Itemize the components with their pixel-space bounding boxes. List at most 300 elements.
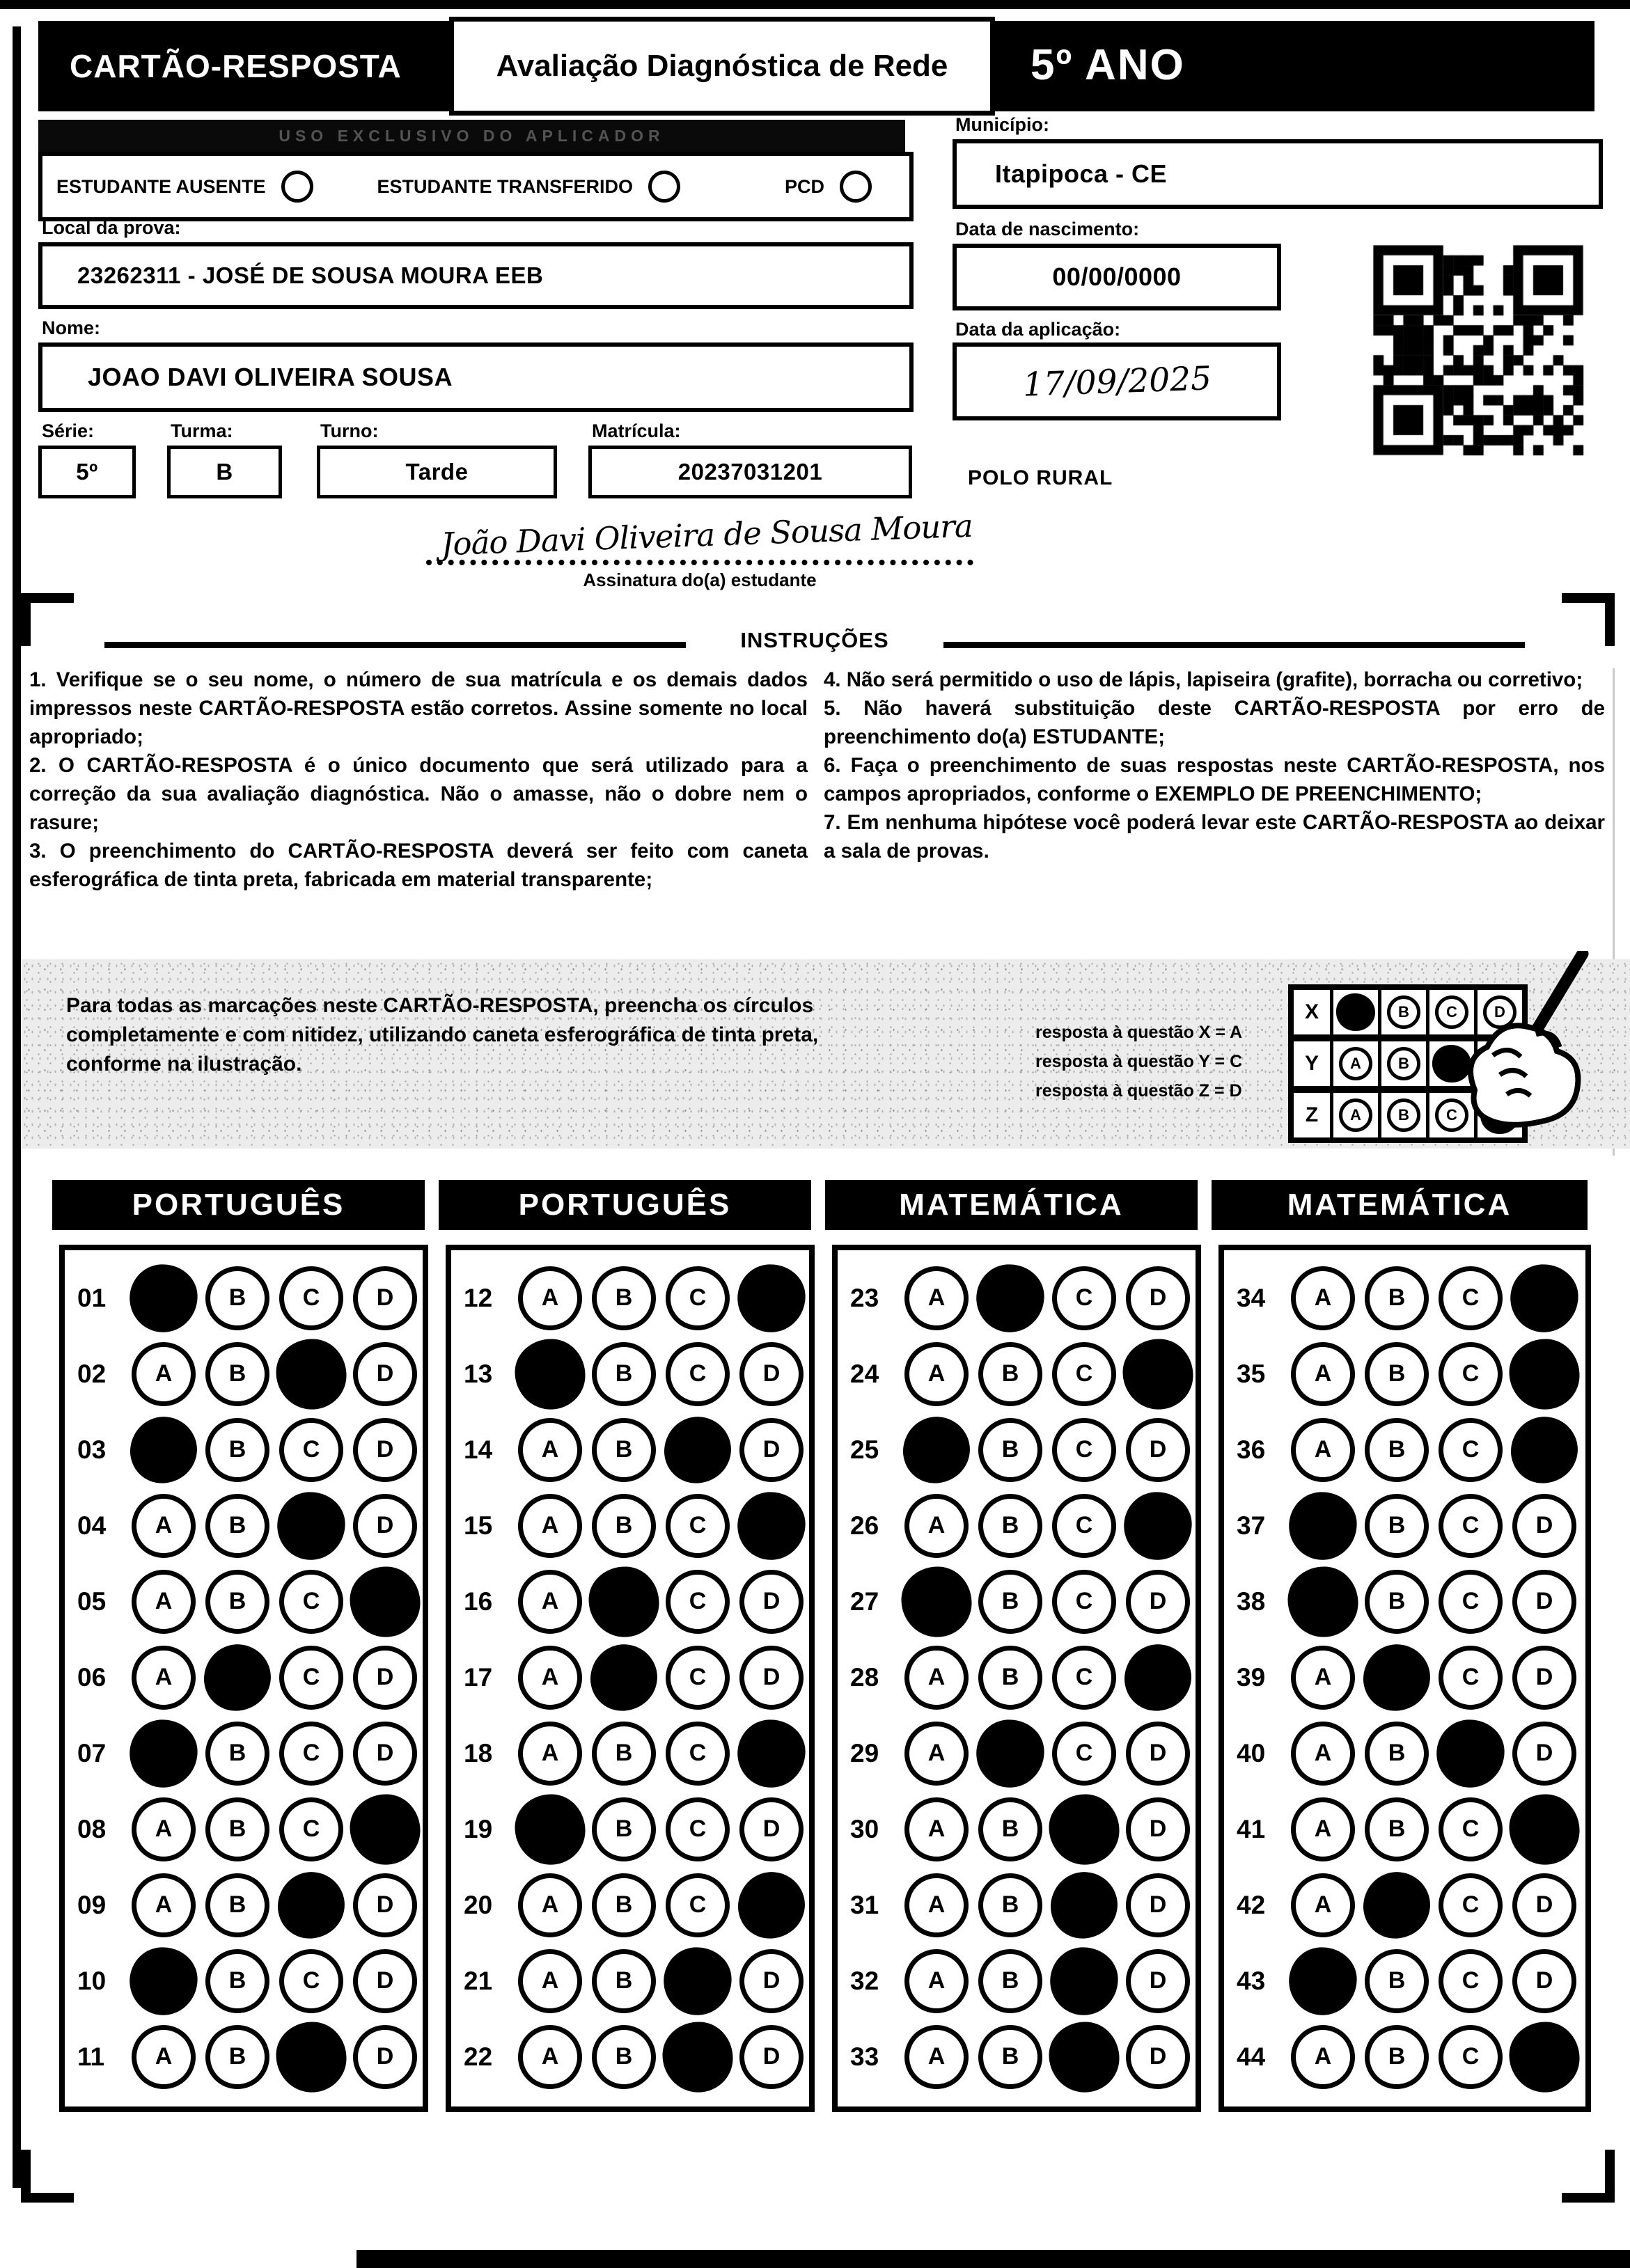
aplicacao-handwritten-value: 17/09/2025	[1021, 359, 1212, 404]
bubble-option-d	[1508, 1414, 1581, 1486]
turma-box	[167, 446, 282, 498]
bubble-option-c: C	[279, 1266, 343, 1330]
bubble-option-b: B	[205, 1797, 269, 1861]
instruction-item: 6. Faça o preenchimento de suas respostas neste CARTÃO-RESPOSTA, nos campos apropriados, conforme o EXEMPLO DE PREENCHIMENTO;	[824, 754, 1605, 805]
municipio-value: Itapipoca - CE	[995, 159, 1168, 188]
bubble-option-b: B	[978, 2025, 1042, 2089]
bubble-option-a: A	[904, 1494, 969, 1558]
bubble-option-d: D	[1512, 1949, 1576, 2013]
bubble-option-d: D	[353, 1646, 417, 1710]
question-number: 03	[77, 1435, 107, 1464]
bubble-option-a	[900, 1414, 973, 1486]
answer-row	[1224, 1336, 1585, 1412]
bubble-option-d: D	[739, 1342, 804, 1406]
answer-row	[1224, 2019, 1585, 2095]
bubble-option-d: D	[1126, 1949, 1190, 2013]
answer-row	[65, 1791, 423, 1867]
bubble-option-a: A	[132, 1570, 196, 1634]
bubble-option-c	[1049, 1945, 1120, 2016]
question-number: 31	[850, 1890, 879, 1919]
question-number: 23	[850, 1283, 879, 1312]
question-number: 29	[850, 1738, 879, 1767]
page-left-rule	[13, 26, 21, 2188]
aplicacao-label: Data da aplicação:	[955, 319, 1121, 340]
bubble-option-a: A	[1291, 1342, 1355, 1406]
bubble-option-a	[1287, 1490, 1358, 1561]
bubble-option-b: B	[205, 1266, 269, 1330]
bubble-option-b: B	[205, 1570, 269, 1634]
bubble-option-d: D	[1126, 1797, 1190, 1861]
question-number: 13	[464, 1359, 493, 1388]
bubble-option-b: B	[1365, 1722, 1429, 1786]
instruction-item: 2. O CARTÃO-RESPOSTA é o único documento que será utilizado para a correção da sua avaliação diagnóstica. Não o amasse, não o dobre nem o rasure;	[29, 754, 808, 834]
status-item-ausente	[56, 171, 313, 203]
question-number: 12	[464, 1283, 493, 1312]
bubble-option-b: B	[205, 1418, 269, 1482]
answer-row	[1224, 1943, 1585, 2019]
bubble-option-a: A	[1291, 1418, 1355, 1482]
bubble-option-a: A	[1291, 2025, 1355, 2089]
example-legend	[1035, 1018, 1242, 1105]
matricula-box	[588, 446, 912, 498]
answer-row	[451, 1943, 809, 2019]
bubble-option-a: A	[132, 2025, 196, 2089]
bubble-option-d: D	[1126, 1722, 1190, 1786]
example-row-label: Z	[1294, 1093, 1333, 1137]
bubble-option-c: C	[666, 1342, 730, 1406]
bubble-option-c: C	[666, 1266, 730, 1330]
example-bubble-option-a: A	[1339, 1098, 1372, 1132]
answer-row	[451, 1715, 809, 1791]
serie-value: 5º	[76, 459, 98, 485]
answer-row	[838, 1336, 1196, 1412]
bubble-option-d: D	[353, 1342, 417, 1406]
bubble-option-b: B	[978, 1949, 1042, 2013]
bubble-option-d	[1508, 1337, 1581, 1410]
question-number: 07	[77, 1738, 107, 1767]
bubble-option-d	[736, 1717, 807, 1788]
example-bubble-option-b: B	[1387, 1098, 1420, 1132]
instructions-rule-left	[104, 642, 686, 648]
bubble-option-d: D	[1126, 1873, 1190, 1937]
answer-row	[65, 2019, 423, 2095]
bubble-option-a: A	[518, 1570, 582, 1634]
bubble-option-b	[588, 1641, 660, 1714]
bubble-option-c: C	[279, 1949, 343, 2013]
assessment-title: Avaliação Diagnóstica de Rede	[496, 49, 948, 83]
bubble-option-a	[514, 1337, 587, 1410]
bubble-option-a	[514, 1793, 587, 1866]
question-number: 22	[464, 2042, 493, 2071]
example-legend-line: resposta à questão X = A	[1035, 1023, 1243, 1042]
bubble-option-a: A	[904, 1797, 969, 1861]
bubble-option-d: D	[1512, 1873, 1576, 1937]
ausente-circle	[281, 171, 313, 203]
corner-bracket-bottom-right	[1562, 2150, 1615, 2203]
answer-row	[65, 1564, 423, 1639]
bubble-option-d: D	[1126, 1570, 1190, 1634]
answer-row	[838, 1488, 1196, 1564]
section-header-portugues-2: PORTUGUÊS	[439, 1180, 811, 1230]
example-bubble-option-c: C	[1435, 995, 1468, 1029]
question-number: 14	[464, 1435, 493, 1464]
turno-box	[317, 446, 557, 498]
instruction-item: 4. Não será permitido o uso de lápis, lapiseira (grafite), borracha ou corretivo;	[824, 668, 1583, 691]
instructions-rule-right	[943, 642, 1525, 648]
answer-row	[838, 1639, 1196, 1715]
nome-value: JOAO DAVI OLIVEIRA SOUSA	[88, 363, 453, 391]
pcd-circle	[840, 171, 872, 203]
local-value: 23262311 - JOSÉ DE SOUSA MOURA EEB	[77, 262, 544, 288]
bubble-option-a: A	[1291, 1873, 1355, 1937]
bubble-option-b: B	[592, 2025, 656, 2089]
matricula-value: 20237031201	[677, 459, 823, 485]
bubble-option-b: B	[592, 1722, 656, 1786]
turma-value: B	[216, 459, 233, 485]
bubble-option-a: A	[132, 1342, 196, 1406]
example-row-label: X	[1294, 990, 1333, 1034]
answer-grid-3	[832, 1245, 1201, 2112]
bubble-option-c: C	[666, 1570, 730, 1634]
example-bubble-option-b: B	[1387, 1047, 1420, 1080]
bubble-option-c	[275, 1869, 347, 1942]
question-number: 01	[77, 1283, 107, 1312]
question-number: 02	[77, 1359, 107, 1388]
bubble-option-a: A	[904, 1722, 969, 1786]
answer-row	[838, 2019, 1196, 2095]
bubble-option-b: B	[205, 2025, 269, 2089]
bubble-option-b: B	[978, 1342, 1042, 1406]
question-number: 17	[464, 1662, 493, 1692]
status-item-transferido	[377, 171, 681, 203]
bubble-option-c: C	[279, 1722, 343, 1786]
bubble-option-a	[900, 1565, 973, 1638]
bubble-option-b	[588, 1565, 661, 1638]
bubble-option-c	[1048, 2020, 1121, 2093]
example-cell	[1333, 1093, 1381, 1137]
question-number: 35	[1237, 1359, 1266, 1388]
question-number: 38	[1237, 1586, 1266, 1616]
example-bubble-option-c: C	[1435, 1098, 1468, 1132]
answer-row	[451, 1336, 809, 1412]
bubble-option-c: C	[1439, 1949, 1503, 2013]
example-cell	[1333, 1041, 1381, 1086]
bubble-option-d	[1509, 1262, 1580, 1333]
corner-bracket-top-left	[21, 593, 74, 646]
aplicacao-box	[953, 342, 1281, 420]
bubble-option-c: C	[279, 1646, 343, 1710]
bubble-option-c	[276, 1490, 347, 1561]
answer-row	[451, 1639, 809, 1715]
applicator-bar-text: USO EXCLUSIVO DO APLICADOR	[279, 126, 665, 145]
bubble-option-b: B	[592, 1342, 656, 1406]
bubble-option-b: B	[978, 1570, 1042, 1634]
bubble-option-a: A	[1291, 1646, 1355, 1710]
bubble-option-d: D	[1512, 1494, 1576, 1558]
bubble-option-d: D	[739, 1570, 804, 1634]
bubble-option-b: B	[1365, 1266, 1429, 1330]
bubble-option-a: A	[904, 1342, 969, 1406]
status-label: ESTUDANTE TRANSFERIDO	[377, 175, 634, 197]
question-number: 25	[850, 1435, 879, 1464]
signature-label: Assinatura do(a) estudante	[583, 569, 817, 590]
bubble-option-d: D	[739, 2025, 804, 2089]
answer-row	[65, 1639, 423, 1715]
question-number: 39	[1237, 1662, 1266, 1692]
answer-row	[451, 1488, 809, 1564]
question-number: 19	[464, 1814, 493, 1843]
bubble-option-a	[127, 1414, 200, 1486]
bubble-option-a: A	[1291, 1266, 1355, 1330]
bubble-option-c	[661, 2020, 735, 2093]
answer-row	[65, 1488, 423, 1564]
bubble-option-c: C	[1439, 1342, 1503, 1406]
bubble-option-a: A	[904, 1873, 969, 1937]
bubble-option-d	[1122, 1641, 1194, 1714]
nascimento-value: 00/00/0000	[1052, 262, 1182, 291]
status-label: PCD	[785, 175, 825, 197]
bubble-option-c: C	[1439, 1873, 1503, 1937]
answer-row	[838, 1564, 1196, 1639]
bubble-option-b: B	[592, 1873, 656, 1937]
bubble-option-b: B	[592, 1494, 656, 1558]
local-label: Local da prova:	[42, 217, 181, 238]
answer-grid-2	[446, 1245, 815, 2112]
answer-row	[1224, 1791, 1585, 1867]
bubble-option-d	[1508, 2020, 1581, 2093]
answer-row	[65, 1260, 423, 1336]
answer-grid-1	[59, 1245, 428, 2112]
answer-row	[451, 1412, 809, 1488]
bubble-option-c: C	[1052, 1418, 1116, 1482]
example-bubble-option-a: A	[1339, 1047, 1372, 1080]
section-header-matematica-1: MATEMÁTICA	[825, 1180, 1198, 1230]
bubble-option-b: B	[1365, 1342, 1429, 1406]
question-number: 05	[77, 1586, 107, 1616]
example-row-label: Y	[1294, 1041, 1333, 1086]
question-number: 32	[850, 1966, 879, 1995]
answer-row	[65, 1715, 423, 1791]
bubble-option-c: C	[1439, 1570, 1503, 1634]
question-number: 30	[850, 1814, 879, 1843]
bubble-option-a: A	[1291, 1722, 1355, 1786]
bubble-option-a: A	[904, 2025, 969, 2089]
status-box	[38, 152, 914, 221]
bubble-option-c	[662, 1945, 733, 2016]
municipio-label: Município:	[955, 114, 1049, 135]
bubble-option-b: B	[592, 1797, 656, 1861]
bubble-option-d: D	[353, 2025, 417, 2089]
bubble-option-d	[349, 1565, 422, 1638]
answer-row	[1224, 1412, 1585, 1488]
applicator-bar	[38, 120, 905, 152]
bubble-option-c: C	[1052, 1494, 1116, 1558]
bubble-option-b	[975, 1262, 1046, 1333]
bubble-option-a: A	[518, 1949, 582, 2013]
bubble-option-b: B	[978, 1797, 1042, 1861]
card-title: CARTÃO-RESPOSTA	[70, 48, 402, 84]
question-number: 20	[464, 1890, 493, 1919]
bubble-option-d: D	[353, 1266, 417, 1330]
example-bubble-option-d: D	[1483, 995, 1517, 1029]
turma-label: Turma:	[171, 420, 233, 441]
bubble-option-c: C	[666, 1722, 730, 1786]
question-number: 15	[464, 1511, 493, 1540]
bubble-option-b: B	[978, 1646, 1042, 1710]
question-number: 18	[464, 1738, 493, 1767]
example-cell	[1381, 1041, 1429, 1086]
question-number: 08	[77, 1814, 107, 1843]
bubble-option-a	[128, 1945, 199, 2016]
question-number: 24	[850, 1359, 879, 1388]
bubble-option-c: C	[1439, 2025, 1503, 2089]
bubble-option-a: A	[518, 1494, 582, 1558]
answer-row	[838, 1260, 1196, 1336]
nascimento-box	[953, 244, 1281, 310]
bubble-option-c: C	[279, 1570, 343, 1634]
bubble-option-a: A	[518, 1266, 582, 1330]
bubble-option-b: B	[978, 1418, 1042, 1482]
answer-row	[1224, 1867, 1585, 1943]
grade-label: 5º ANO	[1030, 40, 1185, 89]
page-top-rule	[0, 0, 1630, 9]
answer-row	[65, 1336, 423, 1412]
bubble-option-d	[736, 1490, 807, 1561]
bubble-option-b: B	[978, 1494, 1042, 1558]
bubble-option-b: B	[205, 1722, 269, 1786]
bubble-option-c: C	[1439, 1494, 1503, 1558]
bubble-option-c	[1048, 1793, 1121, 1866]
bubble-option-b: B	[205, 1494, 269, 1558]
bubble-option-c: C	[279, 1418, 343, 1482]
bubble-option-b: B	[205, 1949, 269, 2013]
status-item-pcd	[785, 171, 872, 203]
bubble-option-d: D	[739, 1797, 804, 1861]
bubble-option-c: C	[666, 1797, 730, 1861]
answer-row	[838, 1943, 1196, 2019]
answer-row	[65, 1412, 423, 1488]
bubble-option-d	[735, 1869, 808, 1942]
bubble-option-c: C	[279, 1797, 343, 1861]
answer-row	[1224, 1715, 1585, 1791]
bubble-option-c	[275, 1337, 348, 1410]
bubble-option-d: D	[353, 1722, 417, 1786]
qr-code	[1363, 235, 1593, 465]
bubble-option-c	[661, 1414, 734, 1486]
bubble-option-c: C	[1052, 1570, 1116, 1634]
bubble-option-d: D	[1126, 1266, 1190, 1330]
answer-row	[838, 1715, 1196, 1791]
bubble-option-d	[736, 1262, 807, 1333]
serie-box	[38, 446, 136, 498]
example-bubble-option-a	[1336, 993, 1375, 1031]
answer-row	[65, 1867, 423, 1943]
bubble-option-a: A	[904, 1266, 969, 1330]
question-number: 41	[1237, 1814, 1266, 1843]
question-number: 37	[1237, 1511, 1266, 1540]
question-number: 26	[850, 1511, 879, 1540]
bubble-option-d: D	[1126, 1418, 1190, 1482]
example-cell	[1381, 1093, 1429, 1137]
bubble-option-b: B	[592, 1418, 656, 1482]
answer-row	[451, 2019, 809, 2095]
bubble-option-c: C	[1052, 1342, 1116, 1406]
bubble-option-a: A	[132, 1494, 196, 1558]
answer-row	[838, 1791, 1196, 1867]
instruction-item: 3. O preenchimento do CARTÃO-RESPOSTA deverá ser feito com caneta esferográfica de tinta preta, fabricada em material transparente;	[29, 840, 808, 891]
bubble-option-d	[1122, 1490, 1193, 1561]
bubble-option-a: A	[518, 1873, 582, 1937]
bubble-option-d: D	[739, 1418, 804, 1482]
bubble-option-a: A	[132, 1797, 196, 1861]
question-number: 09	[77, 1890, 107, 1919]
question-number: 21	[464, 1966, 493, 1995]
signature-line	[426, 523, 973, 565]
bubble-option-a: A	[518, 1722, 582, 1786]
bubble-option-b: B	[1365, 1949, 1429, 2013]
question-number: 04	[77, 1511, 107, 1540]
example-legend-line: resposta à questão Y = C	[1035, 1052, 1243, 1071]
question-number: 06	[77, 1662, 107, 1692]
hand-with-pen-icon	[1433, 951, 1607, 1153]
question-number: 42	[1237, 1890, 1266, 1919]
bubble-option-d: D	[739, 1949, 804, 2013]
bubble-option-c	[275, 2020, 348, 2093]
instructions-title: INSTRUÇÕES	[740, 628, 889, 652]
bubble-option-b	[201, 1641, 274, 1714]
bubble-option-b: B	[978, 1873, 1042, 1937]
bubble-option-a: A	[132, 1646, 196, 1710]
bubble-option-c: C	[1439, 1797, 1503, 1861]
bubble-option-b	[1361, 1641, 1433, 1714]
question-number: 44	[1237, 2042, 1266, 2071]
bubble-option-a: A	[904, 1646, 969, 1710]
bubble-option-c: C	[666, 1873, 730, 1937]
bubble-option-b: B	[205, 1873, 269, 1937]
section-header-matematica-2: MATEMÁTICA	[1212, 1180, 1588, 1230]
answer-row	[65, 1943, 423, 2019]
bubble-option-b	[1361, 1869, 1433, 1942]
bubble-option-d: D	[1126, 2025, 1190, 2089]
bubble-option-d: D	[353, 1949, 417, 2013]
answer-row	[451, 1260, 809, 1336]
instructions-column-right	[824, 666, 1605, 865]
bubble-option-c: C	[1052, 1646, 1116, 1710]
bubble-option-a: A	[518, 1418, 582, 1482]
instructions-column-left	[29, 666, 808, 894]
question-number: 33	[850, 2042, 879, 2071]
nome-box	[38, 342, 914, 412]
answer-row	[451, 1867, 809, 1943]
bubble-option-c: C	[666, 1646, 730, 1710]
polo-label: POLO RURAL	[968, 466, 1113, 489]
example-legend-line: resposta à questão Z = D	[1035, 1081, 1242, 1101]
answer-row	[1224, 1564, 1585, 1639]
nome-label: Nome:	[42, 317, 101, 338]
answer-row	[838, 1412, 1196, 1488]
bubble-option-c	[1435, 1717, 1506, 1788]
bubble-option-a: A	[132, 1873, 196, 1937]
bubble-option-d: D	[353, 1873, 417, 1937]
question-number: 28	[850, 1662, 879, 1692]
answer-grid-4	[1218, 1245, 1591, 2112]
bubble-option-b: B	[592, 1949, 656, 2013]
matricula-label: Matrícula:	[592, 420, 681, 441]
answer-row	[451, 1564, 809, 1639]
question-number: 11	[77, 2042, 105, 2071]
signature-handwritten: João Davi Oliveira de Sousa Moura	[440, 507, 973, 563]
bubble-option-a	[128, 1262, 199, 1333]
